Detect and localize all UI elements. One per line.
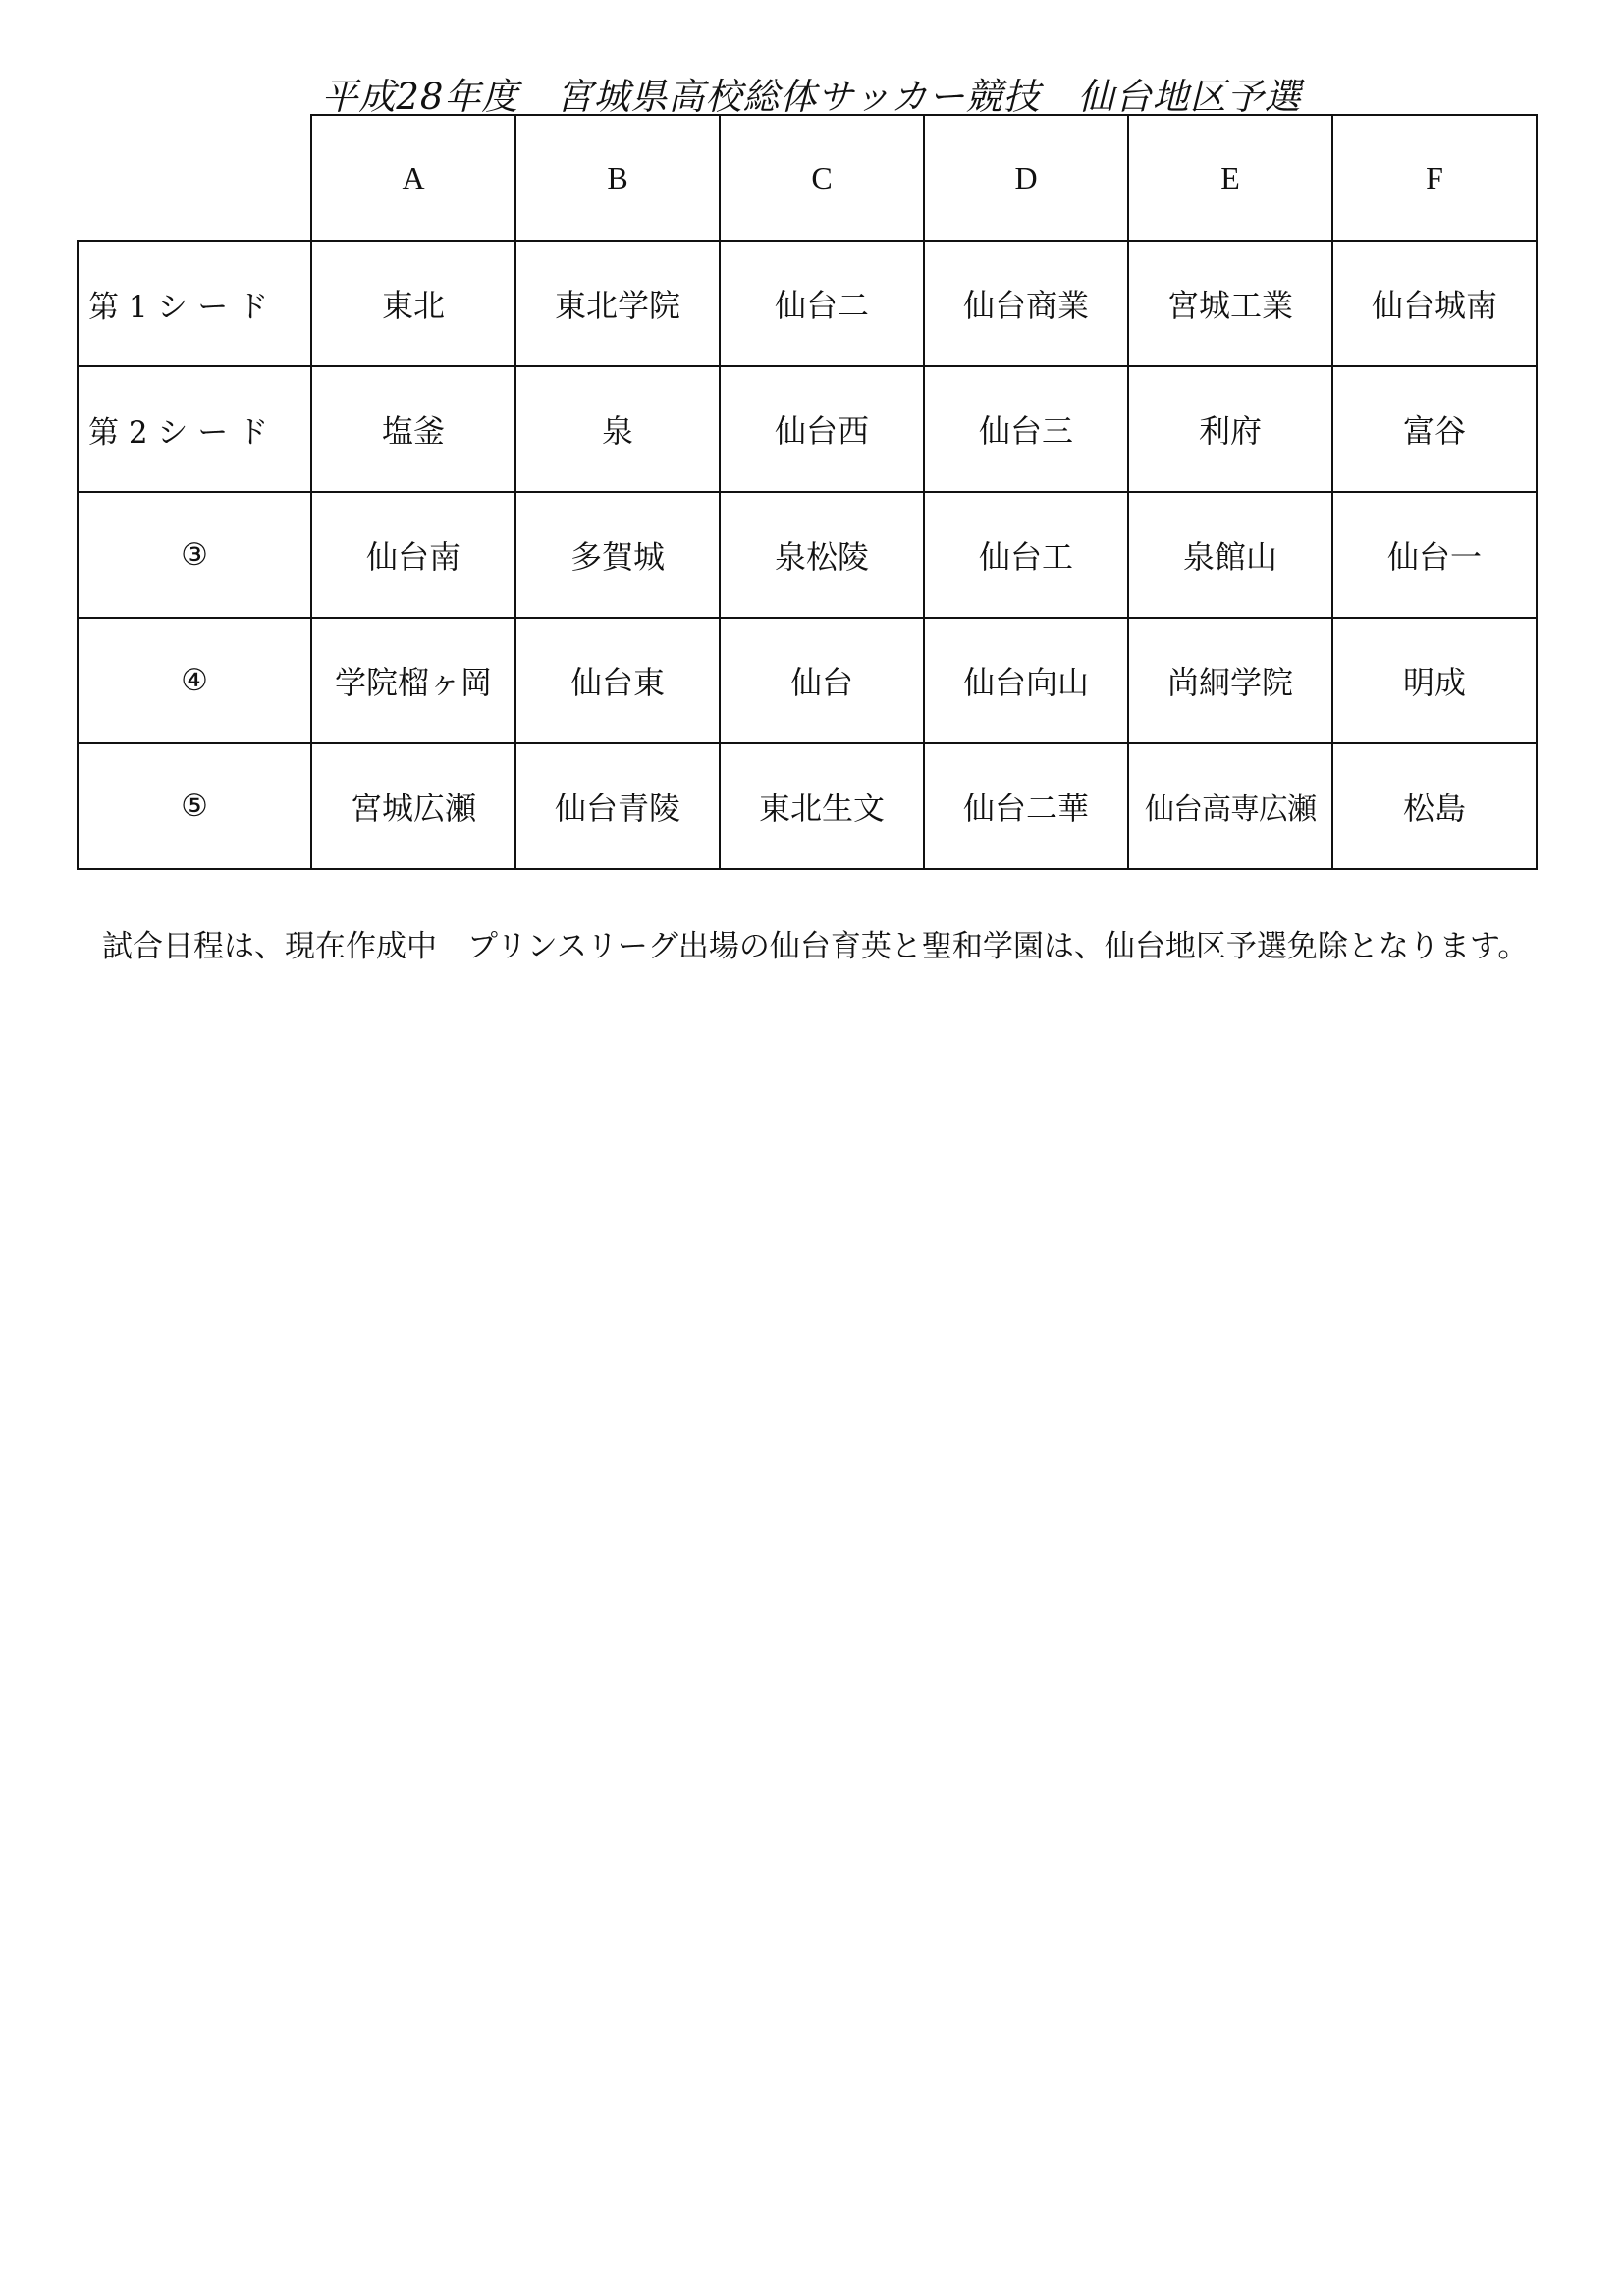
table-cell: 明成 bbox=[1332, 618, 1537, 743]
seed-table bbox=[77, 114, 1538, 870]
table-cell-text: 仙台高専広瀬 bbox=[1145, 793, 1316, 827]
column-header-b: B bbox=[515, 115, 720, 241]
table-cell bbox=[1128, 743, 1332, 869]
document-title: 平成28年度 宮城県高校総体サッカー競技 仙台地区予選 bbox=[321, 76, 1302, 118]
table-cell: 尚絅学院 bbox=[1128, 618, 1332, 743]
table-cell: 泉松陵 bbox=[720, 492, 924, 618]
table-cell: 泉館山 bbox=[1128, 492, 1332, 618]
row-label-5: ⑤ bbox=[78, 743, 311, 869]
table-cell: 仙台工 bbox=[924, 492, 1128, 618]
table-header-row bbox=[78, 115, 1537, 241]
table-corner bbox=[78, 115, 311, 241]
table-cell: 多賀城 bbox=[515, 492, 720, 618]
column-header-a: A bbox=[311, 115, 515, 241]
table-cell: 松島 bbox=[1332, 743, 1537, 869]
table-cell: 利府 bbox=[1128, 366, 1332, 492]
table-row bbox=[78, 241, 1537, 366]
row-label-3: ③ bbox=[78, 492, 311, 618]
table-cell: 富谷 bbox=[1332, 366, 1537, 492]
table-cell: 仙台三 bbox=[924, 366, 1128, 492]
row-label-4: ④ bbox=[78, 618, 311, 743]
table-row bbox=[78, 492, 1537, 618]
table-cell: 仙台商業 bbox=[924, 241, 1128, 366]
table-cell: 仙台青陵 bbox=[515, 743, 720, 869]
table-row bbox=[78, 366, 1537, 492]
row-label-seed-2: 第 2 シ ー ド bbox=[78, 366, 311, 492]
table-cell: 仙台二華 bbox=[924, 743, 1128, 869]
table-cell: 泉 bbox=[515, 366, 720, 492]
table-cell: 宮城広瀬 bbox=[311, 743, 515, 869]
table-cell: 仙台一 bbox=[1332, 492, 1537, 618]
table-cell: 学院榴ヶ岡 bbox=[311, 618, 515, 743]
table-cell: 仙台 bbox=[720, 618, 924, 743]
table-cell: 東北学院 bbox=[515, 241, 720, 366]
table-cell: 仙台向山 bbox=[924, 618, 1128, 743]
table-cell: 塩釜 bbox=[311, 366, 515, 492]
table-cell: 仙台東 bbox=[515, 618, 720, 743]
table-cell: 仙台南 bbox=[311, 492, 515, 618]
table-cell: 宮城工業 bbox=[1128, 241, 1332, 366]
table-cell: 東北生文 bbox=[720, 743, 924, 869]
table-row bbox=[78, 743, 1537, 869]
table-cell: 仙台西 bbox=[720, 366, 924, 492]
column-header-e: E bbox=[1128, 115, 1332, 241]
table-cell: 東北 bbox=[311, 241, 515, 366]
schedule-note: 試合日程は、現在作成中 プリンスリーグ出場の仙台育英と聖和学園は、仙台地区予選免除となります。 bbox=[102, 929, 1529, 964]
column-header-d: D bbox=[924, 115, 1128, 241]
row-label-seed-1: 第 1 シ ー ド bbox=[78, 241, 311, 366]
column-header-c: C bbox=[720, 115, 924, 241]
table-cell: 仙台二 bbox=[720, 241, 924, 366]
column-header-f: F bbox=[1332, 115, 1537, 241]
table-row bbox=[78, 618, 1537, 743]
table-cell: 仙台城南 bbox=[1332, 241, 1537, 366]
